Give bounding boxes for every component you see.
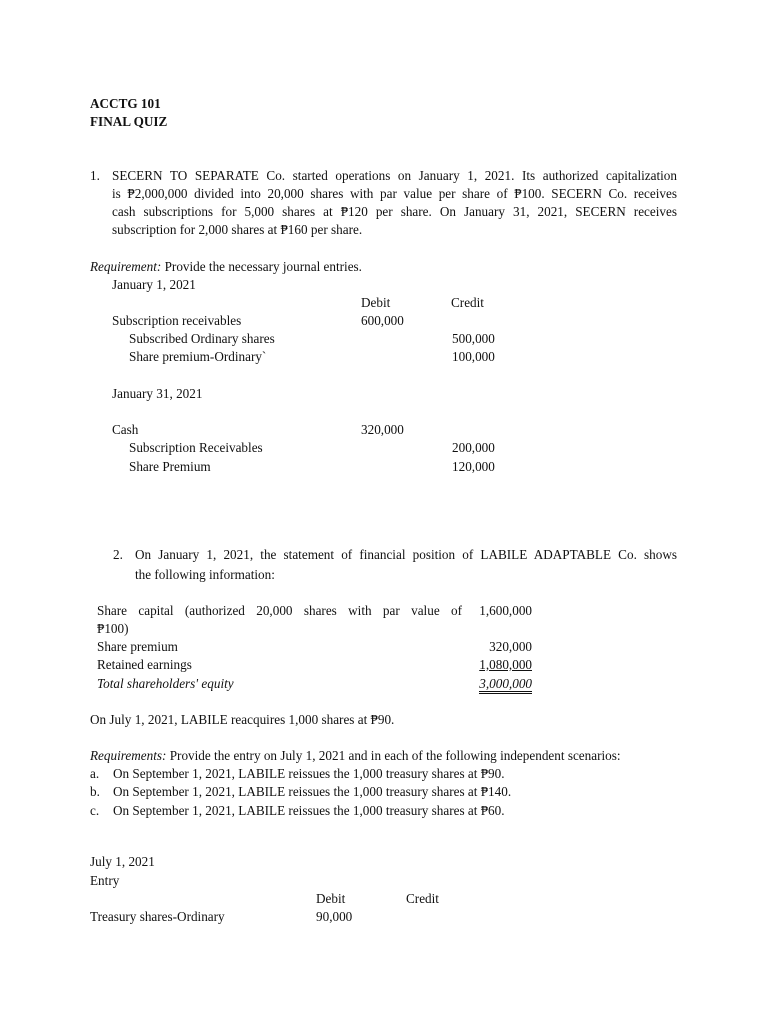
equity-share-capital-label-cont: ₱100) [97, 621, 129, 636]
q2-debit-header: Debit [316, 891, 346, 906]
equity-retained-earnings-value: 1,080,000 [479, 657, 532, 672]
equity-share-capital-value: 1,600,000 [479, 603, 532, 618]
q1-debit-header: Debit [361, 295, 391, 310]
scenario-text: On September 1, 2021, LABILE reissues the 1,000 treasury shares at ₱90. [113, 766, 505, 781]
equity-share-capital-label: Share capital (authorized 20,000 shares with par value of [97, 603, 462, 618]
q2-number: 2. [113, 547, 123, 562]
q2-date-jul1: July 1, 2021 [90, 854, 155, 869]
q1-requirement-text: Provide the necessary journal entries. [161, 259, 362, 274]
q2-credit-header: Credit [406, 891, 439, 906]
journal-account: Subscription Receivables [129, 440, 263, 455]
q2-line: On January 1, 2021, the statement of financial position of LABILE ADAPTABLE Co. shows [135, 547, 677, 562]
journal-credit: 500,000 [452, 331, 495, 346]
q1-line: subscription for 2,000 shares at ₱160 per share. [112, 222, 363, 237]
journal-account: Share premium-Ordinary` [129, 349, 267, 364]
scenario-letter: c. [90, 803, 100, 818]
equity-total-value: 3,000,000 [479, 676, 532, 694]
course-code: ACCTG 101 [90, 96, 161, 111]
q1-line: cash subscriptions for 5,000 shares at ₱120 per share. On January 31, 2021, SECERN receives [112, 204, 677, 219]
q2-requirements-text: Provide the entry on July 1, 2021 and in each of the following independent scenarios: [166, 748, 621, 763]
q1-credit-header: Credit [451, 295, 484, 310]
q1-date-jan1: January 1, 2021 [112, 277, 196, 292]
scenario-text: On September 1, 2021, LABILE reissues the 1,000 treasury shares at ₱140. [113, 784, 512, 799]
equity-share-premium-label: Share premium [97, 639, 178, 654]
journal-account: Subscription receivables [112, 313, 242, 328]
q2-entry-label: Entry [90, 873, 120, 888]
equity-total-value-wrap [462, 675, 532, 692]
q1-line: SECERN TO SEPARATE Co. started operations on January 1, 2021. Its authorized capitalization [112, 168, 677, 183]
journal-credit: 200,000 [452, 440, 495, 455]
q1-line: is ₱2,000,000 divided into 20,000 shares with par value per share of ₱100. SECERN Co. receives [112, 186, 677, 201]
scenario-letter: b. [90, 784, 100, 799]
q2-requirements [90, 747, 621, 764]
journal-credit: 120,000 [452, 459, 495, 474]
journal-credit: 100,000 [452, 349, 495, 364]
journal-account: Subscribed Ordinary shares [129, 331, 275, 346]
q1-number: 1. [90, 168, 100, 183]
equity-total-label: Total shareholders' equity [97, 676, 234, 691]
journal-account: Treasury shares-Ordinary [90, 909, 225, 924]
scenario-text: On September 1, 2021, LABILE reissues the 1,000 treasury shares at ₱60. [113, 803, 505, 818]
scenario-letter: a. [90, 766, 100, 781]
equity-share-premium-value: 320,000 [489, 639, 532, 654]
q1-date-jan31: January 31, 2021 [112, 386, 203, 401]
journal-account: Cash [112, 422, 139, 437]
q1-requirement-label: Requirement: [90, 259, 162, 274]
equity-retained-earnings-label: Retained earnings [97, 657, 192, 672]
journal-debit: 600,000 [361, 313, 404, 328]
q1-requirement [90, 258, 362, 275]
journal-debit: 90,000 [316, 909, 353, 924]
journal-debit: 320,000 [361, 422, 404, 437]
q2-requirements-label: Requirements: [90, 748, 167, 763]
quiz-title: FINAL QUIZ [90, 114, 168, 129]
q2-reacquire: On July 1, 2021, LABILE reacquires 1,000 shares at ₱90. [90, 712, 395, 727]
journal-account: Share Premium [129, 459, 211, 474]
q2-line: the following information: [135, 567, 275, 582]
